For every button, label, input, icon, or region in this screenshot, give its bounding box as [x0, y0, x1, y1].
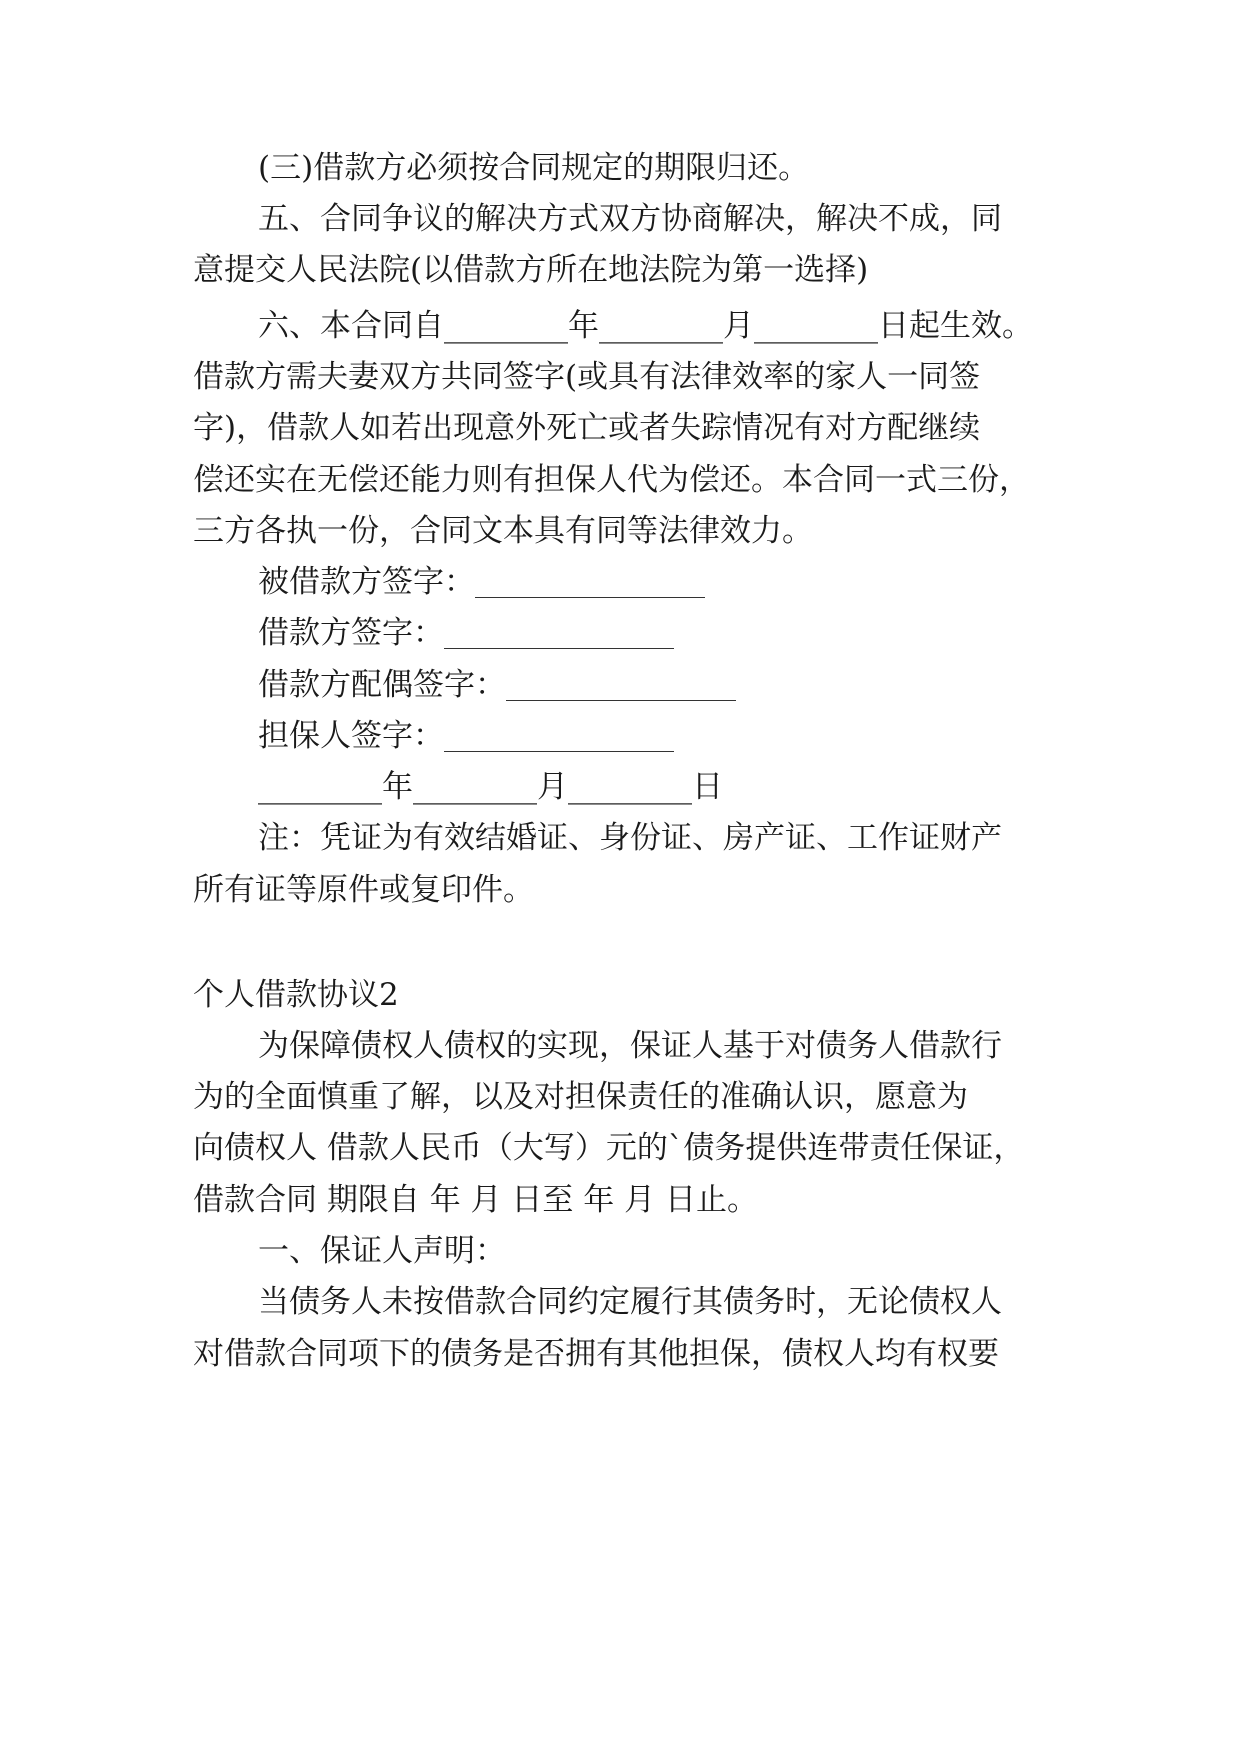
clause-6-effective-date: 六、本合同自________年________月________日起生效。: [258, 308, 1033, 344]
agreement2-para-line-2: 为的全面慎重了解，以及对担保责任的准确认识，愿意为: [193, 1079, 968, 1115]
guarantor-declaration-heading: 一、保证人声明：: [258, 1233, 506, 1269]
guarantor-signature-blank: [444, 716, 674, 756]
declaration-line-2: 对借款合同项下的债务是否拥有其他担保，债权人均有权要: [193, 1336, 999, 1372]
clause-6-line-5: 三方各执一份，合同文本具有同等法律效力。: [193, 513, 813, 549]
clause-5-dispute-line-2: 意提交人民法院(以借款方所在地法院为第一选择): [193, 252, 869, 288]
agreement2-para-line-3: 向债权人 借款人民币（大写）元的`债务提供连带责任保证，: [193, 1130, 1025, 1166]
lender-signature-label: 被借款方签字：: [258, 564, 475, 600]
lender-signature-row: [258, 562, 705, 602]
borrower-signature-blank: [444, 613, 674, 653]
agreement2-para-line-1: 为保障债权人债权的实现，保证人基于对债务人借款行: [258, 1028, 1002, 1064]
spouse-signature-blank: [506, 665, 736, 705]
clause-5-dispute-line-1: 五、合同争议的解决方式双方协商解决，解决不成，同: [258, 201, 1002, 237]
borrower-signature-row: [258, 613, 674, 653]
borrower-signature-label: 借款方签字：: [258, 615, 444, 651]
declaration-line-1: 当债务人未按借款合同约定履行其债务时，无论债权人: [258, 1284, 1002, 1320]
clause-6-line-2: 借款方需夫妻双方共同签字(或具有法律效率的家人一同签: [193, 359, 981, 395]
note-line-2: 所有证等原件或复印件。: [193, 872, 534, 908]
agreement2-para-line-4: 借款合同 期限自 年 月 日至 年 月 日止。: [193, 1182, 758, 1218]
clause-6-line-4: 偿还实在无偿还能力则有担保人代为偿还。本合同一式三份，: [193, 462, 1030, 498]
note-line-1: 注：凭证为有效结婚证、身份证、房产证、工作证财产: [258, 820, 1002, 856]
signing-date: ________年________月________日: [258, 769, 723, 805]
clause-3-repayment: (三)借款方必须按合同规定的期限归还。: [258, 150, 810, 186]
guarantor-signature-row: [258, 716, 674, 756]
guarantor-signature-label: 担保人签字：: [258, 718, 444, 754]
spouse-signature-row: [258, 665, 736, 705]
spouse-signature-label: 借款方配偶签字：: [258, 667, 506, 703]
section-heading: 个人借款协议2: [193, 977, 399, 1013]
lender-signature-blank: [475, 562, 705, 602]
clause-6-line-3: 字)，借款人如若出现意外死亡或者失踪情况有对方配继续: [193, 410, 981, 446]
